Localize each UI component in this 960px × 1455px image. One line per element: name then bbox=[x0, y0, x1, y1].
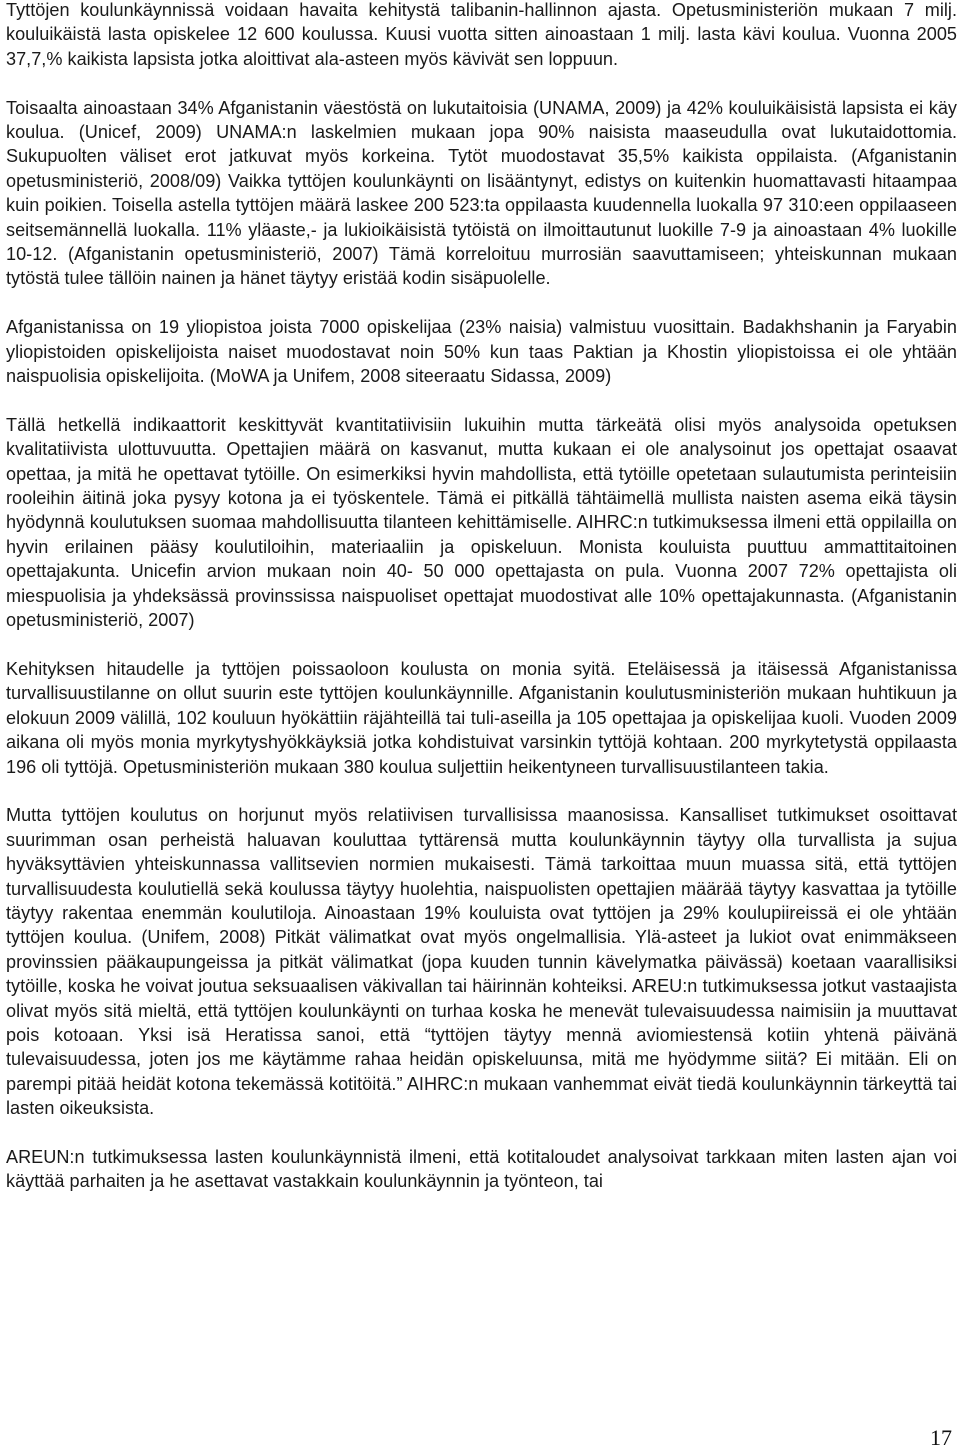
paragraph-spacer bbox=[6, 633, 957, 657]
paragraph-spacer bbox=[6, 71, 957, 95]
paragraph-literacy-statistics: Toisaalta ainoastaan 34% Afganistanin väestöstä on lukutaitoisia (UNAMA, 2009) ja 42% kouluikäisistä lapsista ei käy koulua. (Unicef, 2009) UNAMA:n laskelmien mukaan jopa 90% naisista maaseudulla ovat lukutaidottomia. Sukupuolten väliset erot jatkuvat myös korkeina. Tytöt muodostavat 35,5% kaikista oppilaista. (Afganistanin opetusministeriö, 2008/09) Vaikka tyttöjen koulunkäynti on lisääntynyt, edistys on kuitenkin huomattavasti hitaampaa kuin poikien. Toisella astella tyttöjen määrä laskee 200 523:ta oppilaasta kuudennella luokalla 97 310:een oppilaaseen seitsemännellä luokalla. 11% yläaste,- ja lukioikäisistä tytöistä on ilmoittautunut luokille 7-9 ja ainoastaan 4% luokille 10-12. (Afganistanin opetusministeriö, 2007) Tämä korreloituu murrosiän saavuttamiseen; yhteiskunnan mukaan tytöstä tulee tällöin nainen ja hänet täytyy eristää kodin sisäpuolelle. bbox=[6, 97, 957, 289]
paragraph-spacer bbox=[6, 388, 957, 412]
document-page bbox=[6, 0, 957, 1194]
paragraph-safe-regions: Mutta tyttöjen koulutus on horjunut myös relatiivisen turvallisissa maanosissa. Kansalliset tutkimukset osoittavat suurimman osan perheistä haluavan kouluttaa tyttärensä mutta koulunkäynnin täytyy olla turvallista ja sujua hyväksyttävien yhteiskunnassa vallitsevien normien mukaisesti. Tämä tarkoittaa muun muassa sitä, että tyttöjen turvallisuudesta koulutiellä sekä koulussa täytyy huolehtia, naispuolisten opettajien määrää täytyy kasvattaa ja tytöille täytyy rakentaa enemmän koulutiloja. Ainoastaan 19% kouluista ovat tyttöjen ja 29% koulupiireissä ei ole yhtään tyttöjen koulua. (Unifem, 2008) Pitkät välimatkat ovat myös ongelmallisia. Ylä-asteet ja lukiot ovat enimmäkseen provinssien pääkaupungeissa ja pitkät välimatkat (jopa kuuden tunnin kävelymatka päivässä) koetaan vaarallisiksi tytöille, koska he voivat joutua seksuaalisen väkivallan tai häirinnän kohteiksi. AREU:n tutkimuksessa jotkut vastaajista olivat myös sitä mieltä, että tyttöjen koulunkäynti on turhaa koska he menevät tulevaisuudessa naimisiin ja muuttavat pois kotoaan. Yksi isä Heratissa sanoi, että “tyttöjen täytyy mennä aviomiestensä kotiin yhtenä päivänä tulevaisuudessa, joten jos me käytämme rahaa heidän opiskeluunsa, mitä me hyödymme siitä? Ei mitään. Eli on parempi pitää heidät kotona tekemässä kotitöitä.” AIHRC:n mukaan vanhemmat eivät tiedä koulunkäynnin tärkeyttä tai lasten oikeuksista. bbox=[6, 805, 957, 1119]
paragraph-spacer bbox=[6, 291, 957, 315]
paragraph-security-situation: Kehityksen hitaudelle ja tyttöjen poissaoloon koulusta on monia syitä. Eteläisessä ja itäisessä Afganistanissa turvallisuustilanne on ollut suurin este tyttöjen koulunkäynnille. Afganistanin koulutusministeriön mukaan huhtikuun ja elokuun 2009 välillä, 102 kouluun hyökättiin räjähteillä tai tuli-aseilla ja 105 opettajaa ja opiskelijaa kuoli. Vuoden 2009 aikana oli myös monia myrkytyshyökkäyksiä jotka kohdistuivat varsinkin tyttöjä kohtaan. 200 myrkytetystä oppilaasta 196 oli tyttöjä. Opetusministeriön mukaan 380 koulua suljettiin heikentyneen turvallisuustilanteen takia. bbox=[6, 658, 957, 777]
page-number: 17 bbox=[930, 1425, 952, 1450]
paragraph-areu-study: AREUN:n tutkimuksessa lasten koulunkäynnistä ilmeni, että kotitaloudet analysoivat tarkkaan miten lasten ajan voi käyttää parhaiten ja he asettavat vastakkain koulunkäynnin ja työnteon, tai bbox=[6, 1147, 957, 1192]
paragraph-spacer bbox=[6, 779, 957, 803]
paragraph-spacer bbox=[6, 1121, 957, 1145]
paragraph-education-quality: Tällä hetkellä indikaattorit keskittyvät kvantitatiivisiin lukuihin mutta tärkeätä olisi myös analysoida opetuksen kvalitatiivista ulottuvuutta. Opettajien määrä on kasvanut, mutta kukaan ei ole analysoinut jos opettajat osaavat opettaa, ja mitä he opettavat tytöille. On esimerkiksi hyvin mahdollista, että tytöille opetetaan sulautumista perinteisiin rooleihin äitinä joka pysyy kotona ja ei työskentele. Tämä ei pitkällä tähtäimellä mullista naisten asema eikä täysin hyödynnä koulutuksen suomaa mahdollisuutta tilanteen kehittämiselle. AIHRC:n tutkimuksessa ilmeni että oppilailla on hyvin erilainen pääsy koulutiloihin, materiaaliin ja opiskeluun. Monista kouluista puuttuu ammattitaitoinen opettajakunta. Unicefin arvion mukaan noin 40- 50 000 opettajasta on pula. Vuonna 2007 72% opettajista oli miespuolisia ja yhdeksässä provinssissa naispuoliset opettajat muodostivat alle 10% opettajakunnasta. (Afganistanin opetusministeriö, 2007) bbox=[6, 414, 957, 631]
paragraph-universities: Afganistanissa on 19 yliopistoa joista 7000 opiskelijaa (23% naisia) valmistuu vuosittain. Badakhshanin ja Faryabin yliopistoiden opiskelijoista naiset muodostavat noin 50% kun taas Paktian ja Khostin yliopistoissa ei ole yhtään naispuolisia opiskelijoita. (MoWA ja Unifem, 2008 siteeraatu Sidassa, 2009) bbox=[6, 317, 957, 387]
paragraph-girls-education-progress: Tyttöjen koulunkäynnissä voidaan havaita kehitystä talibanin-hallinnon ajasta. Opetusministeriön mukaan 7 milj. kouluikäistä lasta opiskelee 12 600 koulussa. Kuusi vuotta sitten ainoastaan 1 milj. lasta kävi koulua. Vuonna 2005 37,7,% kaikista lapsista jotka aloittivat ala-asteen myös kävivät sen loppuun. bbox=[6, 0, 957, 69]
